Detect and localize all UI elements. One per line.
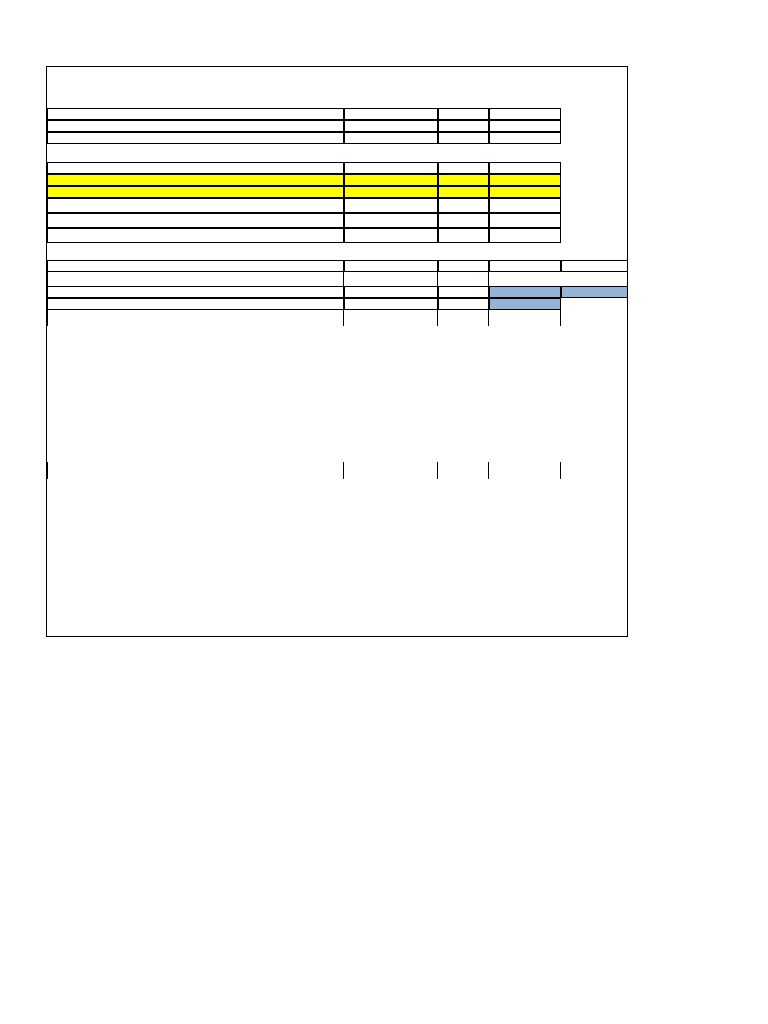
load-row-label <box>47 298 344 310</box>
moments-row <box>47 174 627 186</box>
element-type-label <box>47 260 344 272</box>
moment-hogging <box>344 198 438 213</box>
element-type-hogg <box>561 260 628 272</box>
load-row-unit <box>438 298 489 310</box>
geometric-spacer <box>438 462 489 479</box>
moment-hogging <box>344 228 438 243</box>
moment-sagging <box>438 174 489 186</box>
factor-crack <box>489 120 561 132</box>
moments-row <box>47 228 627 243</box>
moments-header-row <box>47 162 627 174</box>
moment-sagging <box>438 228 489 243</box>
moments-row <box>47 186 627 198</box>
load-row-unit <box>438 286 489 298</box>
moment-hogging <box>344 174 438 186</box>
shear-support <box>489 228 561 243</box>
moments-header-particulars <box>47 162 344 174</box>
moment-hogging <box>344 213 438 228</box>
load-data-spacer <box>344 272 438 286</box>
moment-particular <box>47 213 344 228</box>
reference-header <box>344 260 438 272</box>
moments-header-sagging <box>438 162 489 174</box>
material-data-title <box>47 310 344 326</box>
factor-stress <box>438 120 489 132</box>
moments-header-support <box>489 162 561 174</box>
moments-header-hogging <box>344 162 438 174</box>
moment-hogging <box>344 186 438 198</box>
factors-header-load <box>47 108 344 120</box>
shear-support <box>489 186 561 198</box>
moment-particular <box>47 186 344 198</box>
element-type-row <box>47 260 627 272</box>
material-spacer <box>438 310 489 326</box>
factor-strength <box>344 132 438 144</box>
geometric-spacer <box>344 462 438 479</box>
shear-support <box>489 213 561 228</box>
load-row <box>47 286 627 298</box>
design-sheet <box>46 66 628 637</box>
shear-support <box>489 198 561 213</box>
factors-header-crack <box>489 108 561 120</box>
shear-support <box>489 174 561 186</box>
moments-row <box>47 198 627 213</box>
moment-particular <box>47 198 344 213</box>
geometric-spacer <box>489 462 561 479</box>
shear-input[interactable] <box>489 298 561 310</box>
moment-hogg-input[interactable] <box>561 286 628 298</box>
hogg-label <box>561 272 628 286</box>
moment-sagging <box>438 186 489 198</box>
factors-header-row <box>47 108 627 120</box>
sagg-label <box>489 272 561 286</box>
load-row-label <box>47 286 344 298</box>
load-row-ref <box>344 298 438 310</box>
element-type-sagg <box>489 260 561 272</box>
factors-header-stress <box>438 108 489 120</box>
factor-load <box>47 120 344 132</box>
factors-row <box>47 132 627 144</box>
load-row-ref <box>344 286 438 298</box>
load-data-title <box>47 272 344 286</box>
moment-sagging <box>438 213 489 228</box>
factor-stress <box>438 132 489 144</box>
factors-header-strength <box>344 108 438 120</box>
unit-header <box>438 260 489 272</box>
factors-row <box>47 120 627 132</box>
moment-sagging <box>438 198 489 213</box>
material-spacer <box>344 310 438 326</box>
moment-particular <box>47 174 344 186</box>
moment-particular <box>47 228 344 243</box>
moment-sagg-input[interactable] <box>489 286 561 298</box>
geometric-data-title <box>47 462 344 479</box>
factor-load <box>47 132 344 144</box>
moments-row <box>47 213 627 228</box>
load-data-spacer <box>438 272 489 286</box>
factor-crack <box>489 132 561 144</box>
material-spacer <box>489 310 561 326</box>
factor-strength <box>344 120 438 132</box>
load-row <box>47 298 627 310</box>
